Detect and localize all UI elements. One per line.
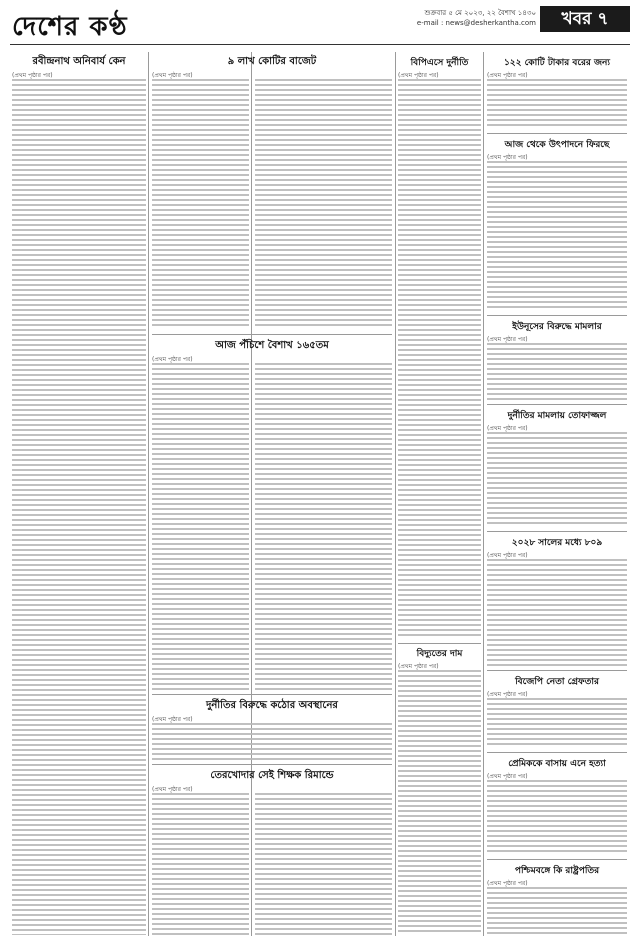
column-rule	[395, 52, 396, 936]
section-rule	[487, 315, 627, 316]
headline-electricity: বিদ্যুতের দাম	[416, 649, 463, 659]
section-rule	[487, 531, 627, 532]
dateline: (প্রথম পৃষ্ঠার পর)	[487, 425, 528, 432]
headline-year-2028: ২০২৮ সালের মধ্যে ৮০৯	[511, 538, 603, 548]
section-rule	[398, 643, 481, 644]
article-body	[487, 343, 627, 400]
article-body	[398, 79, 481, 639]
dateline: (প্রথম পৃষ্ঠার পর)	[487, 154, 528, 161]
masthead: দেশের কণ্ঠ	[12, 12, 128, 42]
section-rule	[487, 670, 627, 671]
dateline: (প্রথম পৃষ্ঠার পর)	[487, 880, 528, 887]
dateline: (প্রথম পৃষ্ঠার পর)	[487, 336, 528, 343]
headline-lover-home: প্রেমিককে বাসায় এনে হত্যা	[508, 759, 606, 769]
section-label-box	[540, 6, 630, 32]
dateline: (প্রথম পৃষ্ঠার পর)	[12, 72, 53, 79]
headline-bjp-leader: বিজেপি নেতা গ্রেফতার	[515, 677, 599, 687]
dateline: (প্রথম পৃষ্ঠার পর)	[152, 786, 193, 793]
page-number: ৭	[597, 9, 609, 29]
article-body	[487, 698, 627, 748]
issue-date: শুক্রবার ৫ মে ২০২৩, ২২ বৈশাখ ১৪৩০	[424, 9, 536, 17]
article-body	[152, 793, 249, 935]
headline-taka-122: ১২২ কোটি টাকার বরের জন্য	[503, 58, 611, 68]
article-body	[255, 79, 392, 329]
dateline: (প্রথম পৃষ্ঠার পর)	[398, 72, 439, 79]
article-body	[487, 887, 627, 935]
headline-west-bengal: পশ্চিমবঙ্গে কি রাষ্ট্রপতির	[514, 866, 600, 876]
section-rule	[152, 334, 392, 335]
dateline: (প্রথম পৃষ্ঠার পর)	[152, 716, 193, 723]
headline-corruption-probe: দুর্নীতির মামলায় তোফাজ্জল	[507, 411, 607, 421]
headline-baishakh: আজ পঁচিশে বৈশাখ ১৬৫তম	[215, 340, 329, 351]
column-rule	[483, 52, 484, 936]
dateline: (প্রথম পৃষ্ঠার পর)	[487, 72, 528, 79]
section-name: খবর	[561, 9, 592, 29]
article-body	[255, 363, 392, 690]
section-rule	[487, 404, 627, 405]
article-body	[487, 161, 627, 311]
article-body	[487, 432, 627, 527]
headline-yunus-case: ইউনূসের বিরুদ্ধে মামলার	[512, 322, 602, 332]
article-body	[487, 780, 627, 855]
section-rule	[487, 859, 627, 860]
dateline: (প্রথম পৃষ্ঠার পর)	[152, 72, 193, 79]
headline-production-back: আজ থেকে উৎপাদনে ফিরছে	[504, 140, 610, 150]
headline-bipc-corruption: বিপিএসে দুর্নীতি	[410, 58, 469, 68]
header-meta	[356, 8, 536, 28]
article-body	[487, 559, 627, 666]
page-header	[10, 4, 630, 45]
headline-teacher-remand: তেরখোদার সেই শিক্ষক রিমান্ডে	[210, 770, 334, 781]
dateline: (প্রথম পৃষ্ঠার পর)	[152, 356, 193, 363]
section-rule	[487, 752, 627, 753]
article-body	[152, 363, 249, 690]
dateline: (প্রথম পৃষ্ঠার পর)	[487, 773, 528, 780]
headline-anti-corruption: দুর্নীতির বিরুদ্ধে কঠোর অবস্থানের	[206, 700, 338, 711]
contact-email: e-mail : news@desherkantha.com	[416, 19, 536, 27]
dateline: (প্রথম পৃষ্ঠার পর)	[487, 552, 528, 559]
article-body	[12, 79, 146, 935]
dateline: (প্রথম পৃষ্ঠার পর)	[398, 663, 439, 670]
section-rule	[487, 133, 627, 134]
article-body	[255, 793, 392, 935]
headline-rabindranath: রবীন্দ্রনাথ অনিবার্য কেন	[32, 56, 126, 67]
article-body	[152, 79, 249, 329]
dateline: (প্রথম পৃষ্ঠার পর)	[487, 691, 528, 698]
section-rule	[152, 764, 392, 765]
column-rule	[148, 52, 149, 936]
headline-nine-lakh: ৯ লাখ কোটির বাজেট	[227, 56, 317, 67]
section-rule	[152, 694, 392, 695]
article-body	[152, 723, 392, 760]
article-body	[487, 79, 627, 129]
column-rule	[251, 52, 252, 936]
article-body	[398, 670, 481, 935]
